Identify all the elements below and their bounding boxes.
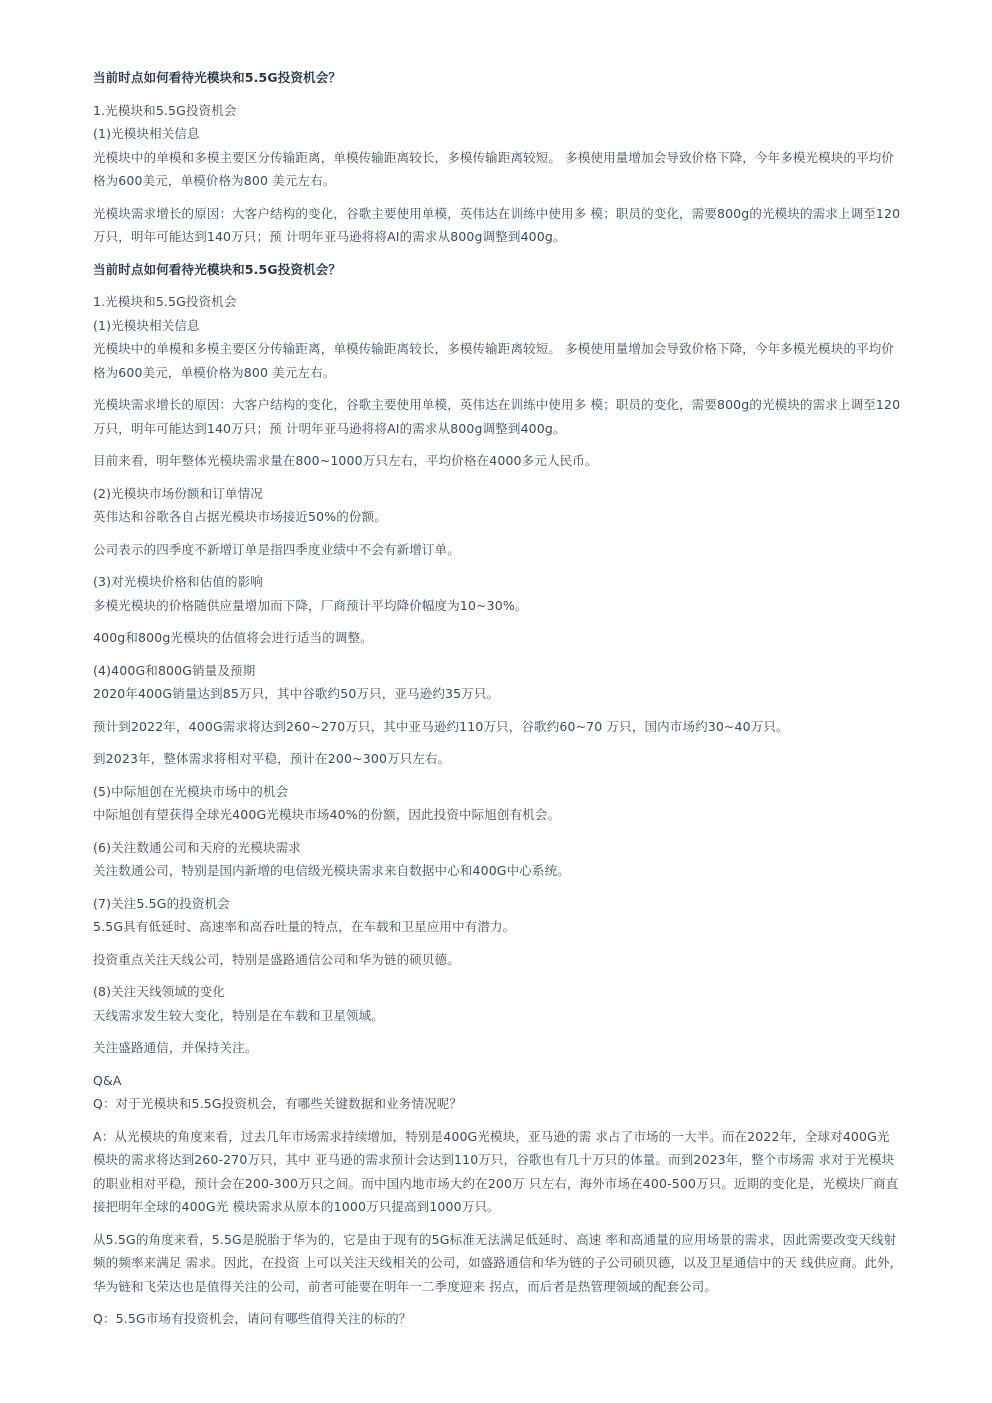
paragraph xyxy=(93,659,945,706)
text-line: Q：5.5G市场有投资机会，请问有哪些值得关注的标的？ xyxy=(93,1311,412,1326)
text-line: 光模块需求增长的原因：大客户结构的变化，谷歌主要使用单模，英伟达在训练中使用多 模；职员的变化，需要800g的光模块的需求上调至120 xyxy=(93,205,901,221)
text-line: A：从光模块的角度来看，过去几年市场需求持续增加，特别是400G光模块，亚马逊的需 求占了市场的一大半。而在2022年，全球对400G光 xyxy=(93,1128,890,1144)
text-line: 光模块中的单模和多模主要区分传输距离，单模传输距离较长，多模传输距离较短。 多模使用量增加会导致价格下降，今年多模光模块的平均价 xyxy=(93,341,895,356)
text-line: 光模块需求增长的原因：大客户结构的变化，谷歌主要使用单模，英伟达在训练中使用多 模；职员的变化，需要800g的光模块的需求上调至120 xyxy=(93,397,901,412)
paragraph xyxy=(93,570,945,617)
section-heading xyxy=(93,66,945,90)
paragraph xyxy=(93,202,945,249)
text-line: 万只，明年可能达到140万只；预 计明年亚马逊将将AI的需求从800g调整到400g。 xyxy=(93,420,566,436)
paragraph xyxy=(93,747,945,771)
text-line: 当前时点如何看待光模块和5.5G投资机会？ xyxy=(93,261,342,277)
text-line: Q&A xyxy=(93,1072,122,1088)
text-line: (3)对光模块价格和估值的影响 xyxy=(93,574,263,589)
text-line: 格为600美元，单模价格为800 美元左右。 xyxy=(93,364,336,380)
text-line: 英伟达和谷歌各自占据光模块市场接近50%的份额。 xyxy=(93,509,387,524)
paragraph xyxy=(93,1228,945,1299)
text-line: (8)关注天线领域的变化 xyxy=(93,984,226,999)
text-line: 预计到2022年，400G需求将达到260~270万只，其中亚马逊约110万只，谷歌约60~70 万只，国内市场约30~40万只。 xyxy=(93,718,789,734)
text-line: 关注盛路通信，并保持关注。 xyxy=(93,1040,258,1055)
document-body xyxy=(93,66,945,1340)
paragraph xyxy=(93,482,945,529)
text-line: (4)400G和800G销量及预期 xyxy=(93,662,256,678)
text-line: 光模块中的单模和多模主要区分传输距离，单模传输距离较长，多模传输距离较短。 多模使用量增加会导致价格下降，今年多模光模块的平均价 xyxy=(93,149,895,165)
text-line: 接把明年全球的400G光 模块需求从原本的1000万只提高到1000万只。 xyxy=(93,1199,500,1214)
text-line: 从5.5G的角度来看，5.5G是脱胎于华为的，它是由于现有的5G标准无法满足低延时、高速 率和高通量的应用场景的需求，因此需要改变天线射 xyxy=(93,1231,897,1247)
paragraph xyxy=(93,1036,945,1060)
text-line: 关注数通公司，特别是国内新增的电信级光模块需求来自数据中心和400G中心系统。 xyxy=(93,863,570,878)
paragraph xyxy=(93,1125,945,1219)
paragraph xyxy=(93,99,945,193)
text-line: 当前时点如何看待光模块和5.5G投资机会？ xyxy=(93,70,342,85)
text-line: 多模光模块的价格随供应量增加而下降，厂商预计平均降价幅度为10~30%。 xyxy=(93,597,528,613)
text-line: (1)光模块相关信息 xyxy=(93,126,200,141)
text-line: 5.5G具有低延时、高速率和高吞吐量的特点，在车载和卫星应用中有潜力。 xyxy=(93,919,516,934)
text-line: (5)中际旭创在光模块市场中的机会 xyxy=(93,783,289,799)
paragraph xyxy=(93,715,945,739)
text-line: 投资重点关注天线公司，特别是盛路通信公司和华为链的硕贝德。 xyxy=(93,951,460,967)
text-line: Q：对于光模块和5.5G投资机会，有哪些关键数据和业务情况呢？ xyxy=(93,1096,463,1111)
text-line: (6)关注数通公司和天府的光模块需求 xyxy=(93,839,301,855)
text-line: 1.光模块和5.5G投资机会 xyxy=(93,294,237,309)
text-line: 模块的需求将达到260-270万只，其中 亚马逊的需求预计会达到110万只，谷歌也有几十万只的体量。而到2023年，整个市场需 求对于光模块 xyxy=(93,1152,895,1167)
paragraph xyxy=(93,780,945,827)
paragraph xyxy=(93,290,945,384)
paragraph xyxy=(93,948,945,972)
text-line: 万只，明年可能达到140万只；预 计明年亚马逊将将AI的需求从800g调整到400g。 xyxy=(93,229,566,244)
section-heading xyxy=(93,258,945,282)
paragraph xyxy=(93,449,945,473)
text-line: 目前来看，明年整体光模块需求量在800~1000万只左右，平均价格在4000多元人民币。 xyxy=(93,453,598,468)
paragraph xyxy=(93,1307,945,1331)
paragraph xyxy=(93,626,945,650)
text-line: (2)光模块市场份额和订单情况 xyxy=(93,485,263,501)
text-line: 华为链和飞荣达也是值得关注的公司，前者可能要在明年一二季度迎来 拐点，而后者是热管理领域的配套公司。 xyxy=(93,1278,717,1294)
text-line: 400g和800g光模块的估值将会进行适当的调整。 xyxy=(93,630,373,645)
paragraph xyxy=(93,980,945,1027)
text-line: 到2023年，整体需求将相对平稳，预计在200~300万只左右。 xyxy=(93,751,451,766)
text-line: 的职业相对平稳，预计会在200-300万只之间。而中国内地市场大约在200万 只左右，海外市场在400-500万只。近期的变化是，光模块厂商直 xyxy=(93,1175,899,1191)
text-line: 格为600美元，单模价格为800 美元左右。 xyxy=(93,173,336,188)
text-line: 2020年400G销量达到85万只，其中谷歌约50万只，亚马逊约35万只。 xyxy=(93,686,500,701)
paragraph xyxy=(93,836,945,883)
paragraph xyxy=(93,1069,945,1116)
paragraph xyxy=(93,892,945,939)
paragraph xyxy=(93,538,945,562)
text-line: 天线需求发生较大变化，特别是在车载和卫星领域。 xyxy=(93,1007,384,1023)
text-line: (1)光模块相关信息 xyxy=(93,317,200,333)
text-line: (7)关注5.5G的投资机会 xyxy=(93,895,230,911)
text-line: 公司表示的四季度不新增订单是指四季度业绩中不会有新增订单。 xyxy=(93,541,460,557)
paragraph xyxy=(93,393,945,440)
text-line: 1.光模块和5.5G投资机会 xyxy=(93,102,237,118)
text-line: 频的频率来满足 需求。因此，在投资 上可以关注天线相关的公司，如盛路通信和华为链的子公司硕贝德，以及卫星通信中的天 线供应商。此外， xyxy=(93,1255,903,1270)
text-line: 中际旭创有望获得全球光400G光模块市场40%的份额，因此投资中际旭创有机会。 xyxy=(93,807,561,822)
